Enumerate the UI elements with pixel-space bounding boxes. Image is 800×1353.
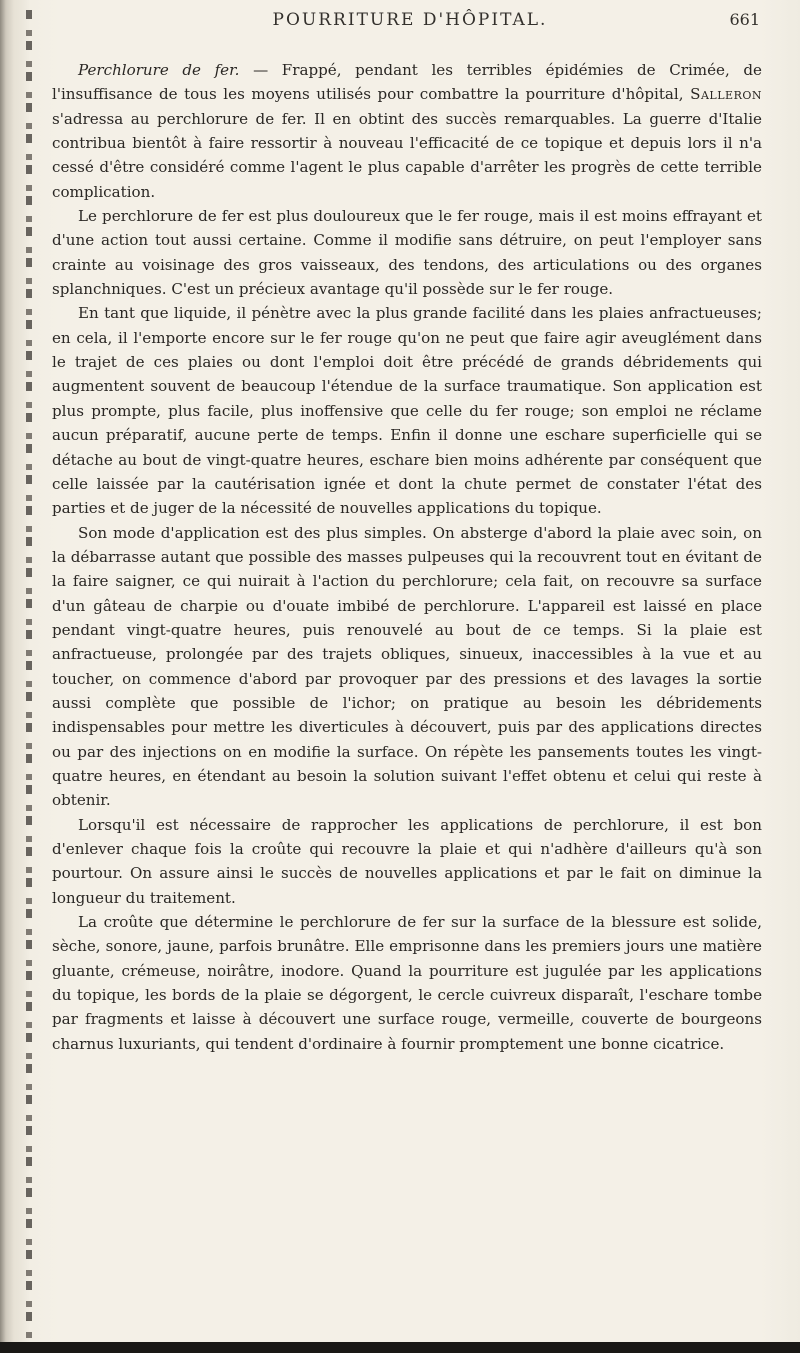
bottom-edge bbox=[0, 1342, 800, 1353]
paragraph-1-text-a: — Frappé, pendant les terribles épidémies de Crimée, de l'insuffisance de tous les moyens utilisés pour combattre la pourriture d'hôpital, bbox=[52, 61, 762, 104]
running-head: POURRITURE D'HÔPITAL. bbox=[272, 10, 548, 30]
paragraph-4: Son mode d'application est des plus simples. On absterge d'abord la plaie avec soin, on la débarrasse autant que possible des masses pulpeuses qui la recouvrent tout en évitant de la faire saigner, ce qui nuirait à l'action du perchlorure; cela fait, on recouvre sa surface d'un gâteau de charpie ou d'ouate imbibé de perchlorure. L'appareil est laissé en place pendant vingt-quatre heures, puis renouvelé au bout de ce temps. Si la plaie est anfractueuse, prolongée par des trajets obliques, sinueux, inaccessibles à la vue et au toucher, on commence d'abord par provoquer par des pressions et des lavages la sortie aussi complète que possible de l'ichor; on pratique au besoin les débridements indispensables pour mettre les diverticules à découvert, puis par des applications directes ou par des injections on en modifie la surface. On répète les pansements toutes les vingt-quatre heures, en étendant au besoin la solution suivant l'effet obtenu et celui qui reste à obtenir. bbox=[52, 523, 762, 810]
paragraph-1 bbox=[52, 58, 762, 204]
paragraph-3: En tant que liquide, il pénètre avec la plus grande facilité dans les plaies anfractueuses; en cela, il l'emporte encore sur le fer rouge qu'on ne peut que faire agir aveuglément dans le trajet de ces plaies ou dont l'emploi doit être précédé de grands débridements qui augmentent souvent de beaucoup l'étendue de la surface traumatique. Son application est plus prompte, plus facile, plus inoffensive que celle du fer rouge; son emploi ne réclame aucun préparatif, aucune perte de temps. Enfin il donne une eschare superficielle qui se détache au bout de vingt-quatre heures, eschare bien moins adhérente par conséquent que celle laissée par la cautérisation ignée et dont la chute permet de constater l'état des parties et de juger de la nécessité de nouvelles applications du topique. bbox=[52, 304, 762, 518]
binding-gutter-marks bbox=[26, 10, 32, 1340]
author-name: Salleron bbox=[690, 85, 762, 104]
paragraph-5: Lorsqu'il est nécessaire de rapprocher les applications de perchlorure, il est bon d'enlever chaque fois la croûte qui recouvre la plaie et qui n'adhère d'ailleurs qu'à son pourtour. On assure ainsi le succès de nouvelles applications et par le fait on diminue la longueur du traitement. bbox=[52, 815, 762, 907]
paragraph-2: Le perchlorure de fer est plus douloureux que le fer rouge, mais il est moins effrayant et d'une action tout aussi certaine. Comme il modifie sans détruire, on peut l'employer sans crainte au voisinage des gros vaisseaux, des tendons, des articulations ou des organes splanchniques. C'est un précieux avantage qu'il possède sur le fer rouge. bbox=[52, 207, 762, 299]
body-text bbox=[52, 58, 762, 1056]
paragraph-1-text-b: s'adressa au perchlorure de fer. Il en obtint des succès remarquables. La guerre d'Italie contribua bientôt à faire ressortir à nouveau l'efficacité de ce topique et depuis lors il n'a cessé d'être considéré comme l'agent le plus capable d'arrêter les progrès de cette terrible complication. bbox=[52, 109, 762, 201]
paragraph-6: La croûte que détermine le perchlorure de fer sur la surface de la blessure est solide, sèche, sonore, jaune, parfois brunâtre. Elle emprisonne dans les premiers jours une matière gluante, crémeuse, noirâtre, inodore. Quand la pourriture est jugulée par les applications du topique, les bords de la plaie se dégorgent, le cercle cuivreux disparaît, l'eschare tombe par fragments et laisse à découvert une surface rouge, vermeille, couverte de bourgeons charnus luxuriants, qui tendent d'ordinaire à fournir promptement une bonne cicatrice. bbox=[52, 913, 762, 1053]
page-header bbox=[60, 10, 760, 40]
section-title: Perchlorure de fer. bbox=[78, 61, 240, 79]
page-number: 661 bbox=[729, 10, 760, 29]
